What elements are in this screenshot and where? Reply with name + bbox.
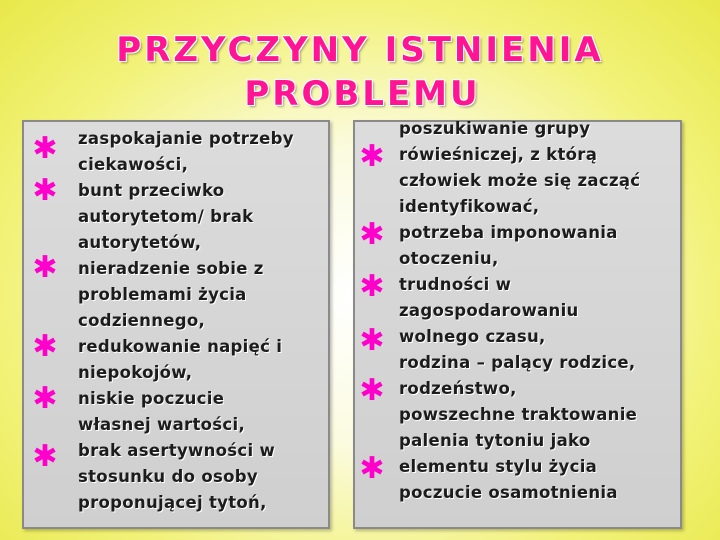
text-line: powszechne traktowanie — [399, 405, 638, 424]
text-line: rodzeństwo, — [399, 379, 517, 398]
text-line: palenia tytoniu jako — [399, 431, 591, 450]
text-line: rodzina – palący rodzice, — [399, 353, 636, 372]
right-panel — [353, 120, 682, 529]
star-burst-icon: ✱ — [359, 323, 385, 358]
text-line: otoczeniu, — [399, 249, 499, 268]
text-line: autorytetom/ brak — [78, 207, 254, 226]
text-line: wolnego czasu, — [399, 327, 546, 346]
text-line: redukowanie napięć i — [78, 337, 283, 356]
title-line-2: PROBLEMU — [244, 74, 481, 114]
star-burst-icon: ✱ — [32, 131, 58, 166]
text-line: rówieśniczej, z którą — [399, 145, 598, 164]
text-line: stosunku do osoby — [78, 467, 258, 486]
star-burst-icon: ✱ — [359, 373, 385, 408]
text-line: brak asertywności w — [78, 441, 275, 460]
slide-title — [0, 28, 720, 116]
text-line: człowiek może się zacząć — [399, 171, 641, 190]
text-line: autorytetów, — [78, 233, 202, 252]
text-line: niepokojów, — [78, 363, 193, 382]
star-burst-icon: ✱ — [32, 250, 58, 285]
text-line: elementu stylu życia — [399, 457, 598, 476]
text-line: poczucie osamotnienia — [399, 483, 618, 502]
right-column-text — [399, 116, 679, 506]
text-line: problemami życia — [78, 285, 247, 304]
text-line: zaspokajanie potrzeby — [78, 129, 294, 148]
star-burst-icon: ✱ — [32, 439, 58, 474]
text-line: identyfikować, — [399, 197, 540, 216]
text-line: potrzeba imponowania — [399, 223, 618, 242]
text-line: bunt przeciwko — [78, 181, 225, 200]
star-burst-icon: ✱ — [32, 381, 58, 416]
text-line: proponującej tytoń, — [78, 493, 267, 512]
text-line: zagospodarowaniu — [399, 301, 579, 320]
star-burst-icon: ✱ — [359, 139, 385, 174]
star-burst-icon: ✱ — [32, 329, 58, 364]
text-line: własnej wartości, — [78, 415, 246, 434]
star-burst-icon: ✱ — [359, 217, 385, 252]
text-line: nieradzenie sobie z — [78, 259, 264, 278]
text-line: codziennego, — [78, 311, 206, 330]
left-column-text — [78, 126, 324, 516]
star-burst-icon: ✱ — [359, 269, 385, 304]
title-line-1: PRZYCZYNY ISTNIENIA — [116, 30, 604, 70]
text-line: niskie poczucie — [78, 389, 225, 408]
left-panel — [22, 120, 330, 529]
text-line: trudności w — [399, 275, 512, 294]
text-line: poszukiwanie grupy — [399, 119, 591, 138]
star-burst-icon: ✱ — [359, 451, 385, 486]
text-line: ciekawości, — [78, 155, 189, 174]
star-burst-icon: ✱ — [32, 173, 58, 208]
